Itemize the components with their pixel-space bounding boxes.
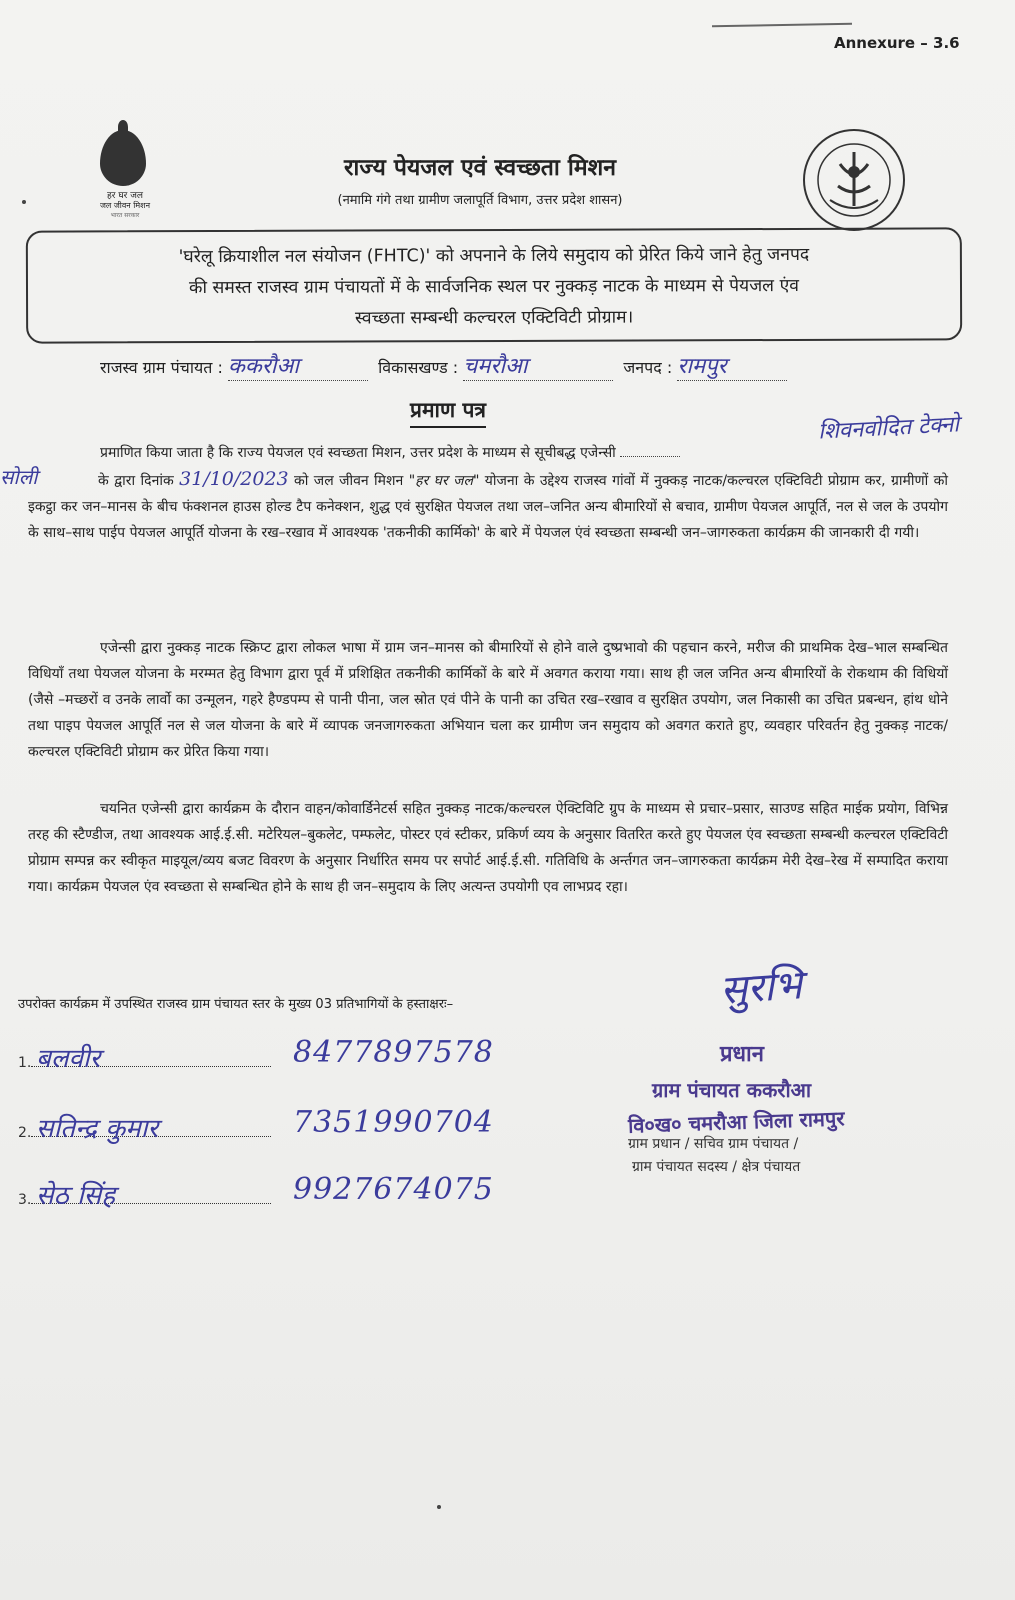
- scan-mark: [712, 23, 852, 27]
- water-drop-icon: [100, 130, 146, 186]
- participant-phone: 9927674075: [293, 1172, 494, 1207]
- speck: [22, 200, 26, 204]
- har-ghar-jal-quote: "हर घर जल": [408, 473, 480, 489]
- mission-subtitle: (नमामि गंगे तथा ग्रामीण जलापूर्ति विभाग, उत्तर प्रदेश शासन): [337, 193, 623, 208]
- signatory-caption-1: ग्राम प्रधान / सचिव ग्राम पंचायत /: [628, 1136, 799, 1152]
- block-value: चमरौआ: [463, 354, 528, 379]
- jal-jeevan-mission-logo: [80, 130, 170, 219]
- participant-name: बलवीर: [36, 1044, 101, 1074]
- participant-row: 1. बलवीर 8477897578: [18, 1035, 494, 1074]
- pradhan-signature: सुरभि: [718, 962, 804, 1014]
- paragraph-1: [28, 440, 948, 546]
- mission-title: राज्य पेयजल एवं स्वच्छता मिशन: [344, 155, 616, 181]
- up-government-seal-icon: [800, 126, 908, 234]
- stamp-line1: प्रधान: [720, 1042, 764, 1067]
- agency-name-handwritten: शिवनवोदित टेक्नो: [817, 412, 960, 445]
- participant-phone: 7351990704: [293, 1105, 494, 1140]
- para1-text-d: योजना के उद्देश्य राजस्व गांवों में नुक्कड़ नाटक/कल्चरल एक्टिविटी प्रोग्राम कर, ग्रामीणों को इकट्ठा कर जन–मानस के बीच फंक्शनल हाउस होल्ड टैप कनेक्शन, शुद्ध एवं सुरक्षित पेयजल तथा जल–जनित अन्य बीमारियों से बचाव, ग्रामीण पेयजल आपूर्ति, नल से जल के उपयोग के साथ–साथ पाईप पेयजल आपूर्ति योजना के रख–रखाव में आवश्यक 'तकनीकी कार्मिको' के बारे में पेयजल एंवं स्वच्छता सम्बन्धी जन–जागरुकता कार्यक्रम की जानकारी दी गयी।: [28, 473, 949, 541]
- para1-text-b: के द्वारा दिनांक: [98, 473, 174, 489]
- signatory-caption-2: ग्राम पंचायत सदस्य / क्षेत्र पंचायत: [632, 1159, 801, 1175]
- programme-line2: की समस्त राजस्व ग्राम पंचायतों में के सार्वजनिक स्थल पर नुक्कड़ नाटक के माध्यम से पेयजल एंव: [188, 275, 800, 299]
- speck: [437, 1505, 441, 1509]
- stamp-line2: ग्राम पंचायत ककरौआ: [652, 1078, 812, 1102]
- participant-row: 3. सेठ सिंह 9927674075: [18, 1172, 494, 1211]
- gram-panchayat-value: ककरौआ: [227, 354, 299, 379]
- district-label: जनपद :: [623, 358, 673, 377]
- paragraph-2: [28, 635, 948, 765]
- para2-text: एजेन्सी द्वारा नुक्कड़ नाटक स्क्रिप्ट द्वारा लोकल भाषा में ग्राम जन–मानस को बीमारियों से होने वाले दुष्प्रभावो की पहचान करने, मरीज की प्राथमिक देख–भाल सम्बन्धित विधियाँ तथा पेयजल योजना के मरम्मत हेतु विभाग द्वारा पूर्व में प्रशिक्षित तकनीकी कार्मिकों के बारे में अवगत कराया गया। साथ ही जल जनित अन्य बीमारियों के रोकथाम की विधियों (जैसे –मच्छरों व उनके लार्वो का उन्मूलन, गहरे हैण्डपम्प से पानी पीना, जल स्रोत एवं पीने के पानी का उचित रख–रखाव व सुरक्षित उपयोग, जल निकासी का उचित प्रबन्धन, हांथ धोने तथा पाइप पेयजल आपूर्ति नल से जल योजना के बारे में व्यापक जनजागरुकता अभियान चला कर ग्रामीण जन समुदाय को अवगत कराते हुए, व्यवहार परिवर्तन हेतु नुक्कड़ नाटक/कल्चरल एक्टिविटी प्रोग्राम कर प्रेरित किया गया।: [28, 640, 948, 760]
- participant-phone: 8477897578: [293, 1035, 494, 1070]
- stamp-line3: वि०ख० चमरौआ जिला रामपुर: [627, 1106, 845, 1138]
- location-fields: [100, 350, 920, 381]
- gram-panchayat-label: राजस्व ग्राम पंचायत :: [100, 358, 223, 377]
- agency-suffix-handwritten: सोली: [0, 465, 38, 489]
- certificate-heading: प्रमाण पत्र: [410, 396, 486, 428]
- participant-row: 2. सतिन्द्र कुमार 7351990704: [18, 1105, 494, 1144]
- programme-line1: 'घरेलू क्रियाशील नल संयोजन (FHTC)' को अपनाने के लिये समुदाय को प्रेरित किये जाने हेतु जनपद: [178, 244, 810, 268]
- annexure-label: Annexure – 3.6: [834, 34, 960, 52]
- participant-name: सेठ सिंह: [36, 1181, 116, 1211]
- para3-text: चयनित एजेन्सी द्वारा कार्यक्रम के दौरान वाहन/कोवार्डिनेटर्स सहित नुक्कड़ नाटक/कल्चरल ऐक्टिविटि ग्रुप के माध्यम से प्रचार–प्रसार, साउण्ड सहित माईक प्रयोग, विभिन्न तरह की स्टैण्डीज, तथा आवश्यक आई.ई.सी. मटेरियल–बुकलेट, पम्फलेट, पोस्टर एवं स्टीकर, प्रकिर्ण व्यय के अनुसार वितरित करते हुए पेयजल एंव स्वच्छता सम्बन्धी कल्चरल एक्टिविटी प्रोग्राम सम्पन्न कर स्वीकृत माइयूल/व्यय बजट विवरण के अनुसार निर्धारित समय पर सपोर्ट आई.ई.सी. गतिविधि के अर्न्तगत जन–जागरुकता कार्यक्रम मेरी देख–रेख में सम्पादित कराया गया। कार्यक्रम पेयजल एंव स्वच्छता से सम्बन्धित होने के साथ ही जन–समुदाय के लिए अत्यन्त उपयोगी एव लाभप्रद रहा।: [28, 801, 948, 895]
- programme-box: [26, 227, 962, 343]
- programme-line3: स्वच्छता सम्बन्धी कल्चरल एक्टिविटी प्रोग्राम।: [355, 307, 634, 329]
- signatures-note: उपरोक्त कार्यक्रम में उपस्थित राजस्व ग्राम पंचायत स्तर के मुख्य 03 प्रतिभागियों के हस्ताक्षरः–: [18, 997, 454, 1012]
- logo-line2: जल जीवन मिशन: [99, 201, 151, 210]
- district-value: रामपुर: [677, 354, 727, 379]
- para1-text-c: को जल जीवन मिशन: [294, 473, 404, 489]
- logo-line3: भारत सरकार: [110, 212, 140, 219]
- logo-line1: हर घर जल: [107, 191, 143, 201]
- paragraph-3: [28, 796, 948, 900]
- participant-name: सतिन्द्र कुमार: [36, 1114, 159, 1144]
- date-handwritten: 31/10/2023: [179, 468, 289, 490]
- para1-text-a: प्रमाणित किया जाता है कि राज्य पेयजल एवं स्वच्छता मिशन, उत्तर प्रदेश के माध्यम से सूचीबद्ध एजेन्सी: [100, 445, 616, 461]
- block-label: विकासखण्ड :: [378, 358, 459, 377]
